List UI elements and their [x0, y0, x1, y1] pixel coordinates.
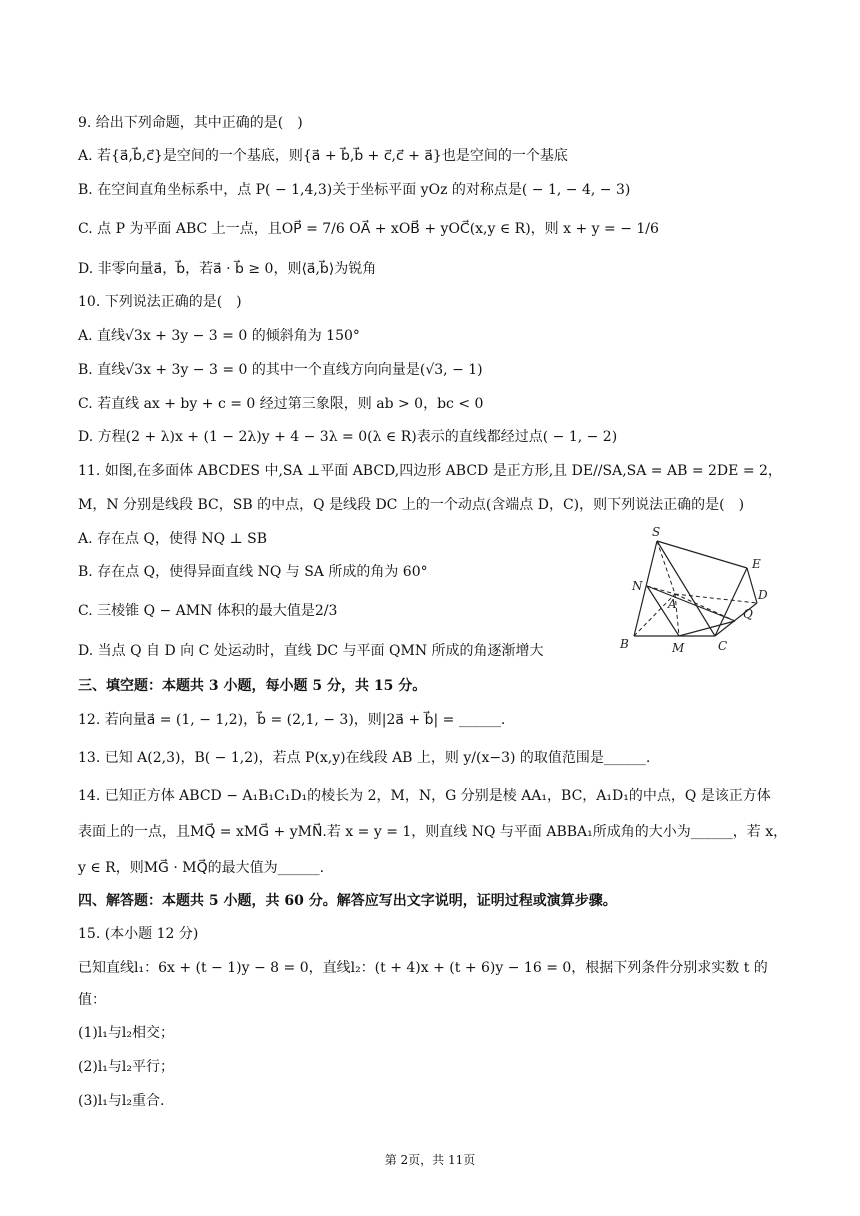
- edge-CE: [715, 568, 747, 636]
- label-E: E: [752, 557, 761, 571]
- q15-part3: (3)l₁与l₂重合.: [78, 1093, 165, 1109]
- q12: 12. 若向量a⃗ = (1, − 1,2)，b⃗ = (2,1, − 3)，则|2a⃗ + b⃗| = ______.: [78, 712, 506, 728]
- q9-option-b: B. 在空间直角坐标系中，点 P( − 1,4,3)关于坐标平面 yOz 的对称点是( − 1, − 4, − 3): [78, 182, 631, 198]
- edge-NQ: [647, 586, 735, 621]
- label-Q: Q: [743, 607, 753, 621]
- q11-option-b: B. 存在点 Q，使得异面直线 NQ 与 SA 所成的角为 60°: [78, 564, 428, 580]
- polyhedron-figure: [612, 524, 772, 659]
- q15-part1: (1)l₁与l₂相交；: [78, 1025, 175, 1041]
- q10-option-b: B. 直线√3x + 3y − 3 = 0 的其中一个直线方向向量是(√3, − 1): [78, 362, 483, 378]
- q11-stem-line1: 11. 如图,在多面体 ABCDES 中,SA ⊥平面 ABCD,四边形 ABCD 是正方形,且 DE//SA,SA = AB = 2DE = 2，: [78, 463, 782, 479]
- label-B: B: [620, 637, 629, 651]
- q9-stem: 9. 给出下列命题，其中正确的是( ): [78, 115, 303, 131]
- q10-option-a: A. 直线√3x + 3y − 3 = 0 的倾斜角为 150°: [78, 328, 360, 344]
- label-D: D: [758, 588, 768, 602]
- q11-option-a: A. 存在点 Q，使得 NQ ⊥ SB: [78, 531, 268, 547]
- label-M: M: [672, 641, 685, 655]
- q10-option-c: C. 若直线 ax + by + c = 0 经过第三象限，则 ab > 0，bc < 0: [78, 396, 484, 412]
- page-footer: 第 2页，共 11页: [384, 1153, 476, 1167]
- q14-line3: y ∈ R，则MG⃗ · MQ⃗的最大值为______.: [78, 860, 325, 876]
- q13: 13. 已知 A(2,3)，B( − 1,2)，若点 P(x,y)在线段 AB 上，则 y/(x−3) 的取值范围是______.: [78, 750, 651, 766]
- label-A: A: [668, 597, 677, 611]
- label-S: S: [652, 525, 661, 539]
- q15-title: 15. (本小题 12 分): [78, 926, 199, 942]
- q11-option-d: D. 当点 Q 自 D 向 C 处运动时，直线 DC 与平面 QMN 所成的角逐渐增大: [78, 643, 544, 659]
- q15-line1: 已知直线l₁：6x + (t − 1)y − 8 = 0，直线l₂：(t + 4)x + (t + 6)y − 16 = 0，根据下列条件分别求实数 t 的: [78, 960, 768, 976]
- q10-option-d: D. 方程(2 + λ)x + (1 − 2λ)y + 4 − 3λ = 0(λ ∈ R)表示的直线都经过点( − 1, − 2): [78, 429, 618, 445]
- edge-SA-hidden: [657, 541, 675, 594]
- q14-line2: 表面上的一点，且MQ⃗ = xMG⃗ + yMN⃗.若 x = y = 1，则直线 NQ 与平面 ABBA₁所成角的大小为______，若 x，: [78, 824, 788, 840]
- label-N: N: [632, 579, 643, 593]
- label-C: C: [718, 639, 728, 653]
- q15-line2: 值：: [78, 992, 106, 1008]
- q11-stem-line2: M，N 分别是线段 BC，SB 的中点，Q 是线段 DC 上的一个动点(含端点 D，C)，则下列说法正确的是( ): [78, 497, 745, 513]
- q9-option-c: C. 点 P 为平面 ABC 上一点，且OP⃗ = 7/6 OA⃗ + xOB⃗ + yOC⃗(x,y ∈ R)，则 x + y = − 1/6: [78, 221, 659, 237]
- section-3-heading: 三、填空题：本题共 3 小题，每小题 5 分，共 15 分。: [78, 678, 427, 694]
- section-4-heading: 四、解答题：本题共 5 小题，共 60 分。解答应写出文字说明，证明过程或演算步骤。: [78, 893, 617, 909]
- q11-option-c: C. 三棱锥 Q − AMN 体积的最大值是2/3: [78, 603, 338, 619]
- q14-line1: 14. 已知正方体 ABCD − A₁B₁C₁D₁的棱长为 2，M，N，G 分别是棱 AA₁，BC，A₁D₁的中点，Q 是该正方体: [78, 788, 771, 804]
- q10-stem: 10. 下列说法正确的是( ): [78, 294, 242, 310]
- q9-option-a: A. 若{a⃗,b⃗,c⃗}是空间的一个基底，则{a⃗ + b⃗,b⃗ + c⃗,c⃗ + a⃗}也是空间的一个基底: [78, 148, 568, 164]
- q15-part2: (2)l₁与l₂平行；: [78, 1059, 175, 1075]
- edge-ED: [747, 568, 757, 603]
- q9-option-d: D. 非零向量a⃗，b⃗，若a⃗ · b⃗ ≥ 0，则⟨a⃗,b⃗⟩为锐角: [78, 261, 377, 277]
